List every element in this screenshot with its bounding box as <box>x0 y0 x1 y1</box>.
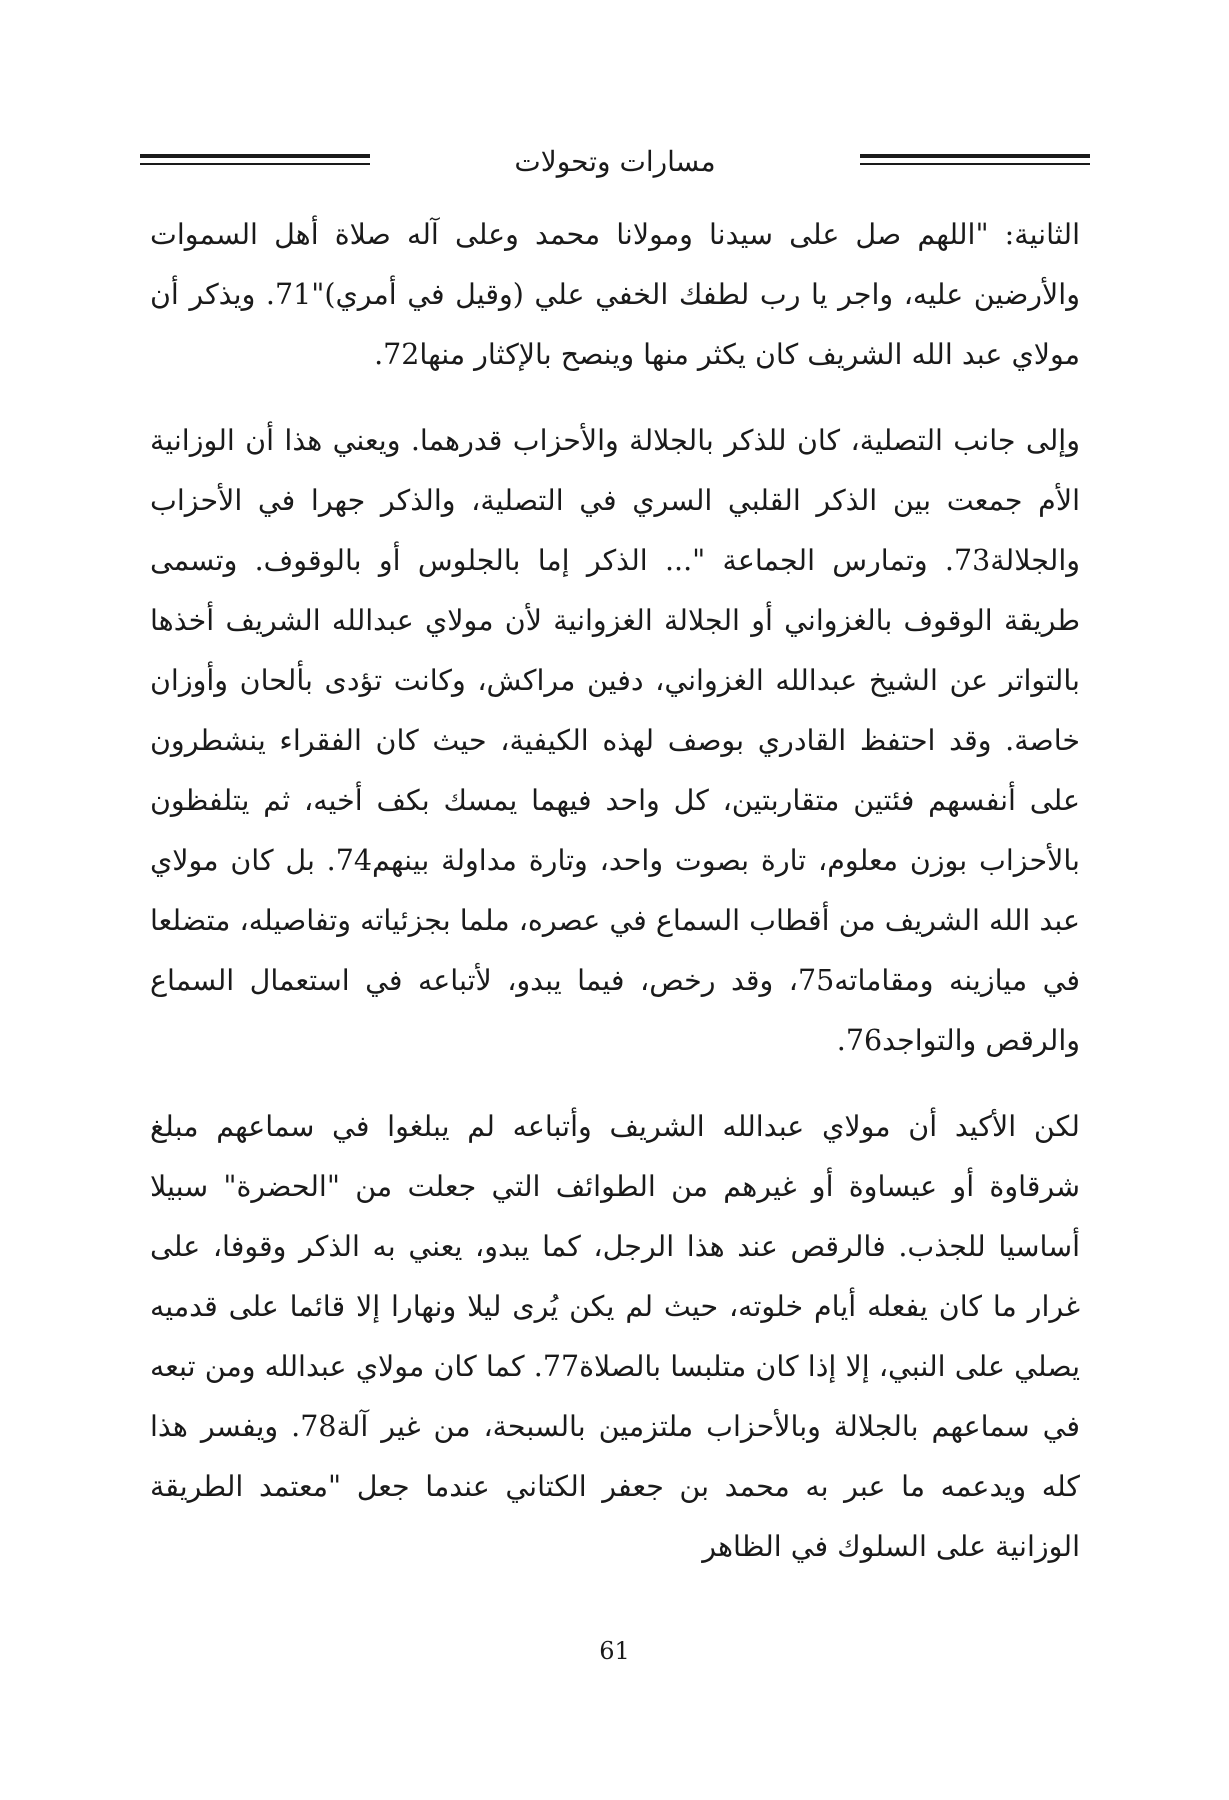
header-rule-left <box>140 154 370 168</box>
paragraph: وإلى جانب التصلية، كان للذكر بالجلالة والأحزاب قدرهما. ويعني هذا أن الوزانية الأم جمعت بين الذكر القلبي السري في التصلية، والذكر جهرا في الأحزاب والجلالة73. وتمارس الجماعة "... الذكر إما بالجلوس أو بالوقوف. وتسمى طريقة الوقوف بالغزواني أو الجلالة الغزوانية لأن مولاي عبدالله الشريف أخذها بالتواتر عن الشيخ عبدالله الغزواني، دفين مراكش، وكانت تؤدى بألحان وأوزان خاصة. وقد احتفظ القادري بوصف لهذه الكيفية، حيث كان الفقراء ينشطرون على أنفسهم فئتين متقاربتين، كل واحد فيهما يمسك بكف أخيه، ثم يتلفظون بالأحزاب بوزن معلوم، تارة بصوت واحد، وتارة مداولة بينهم74. بل كان مولاي عبد الله الشريف من أقطاب السماع في عصره، ملما بجزئياته وتفاصيله، متضلعا في ميازينه ومقاماته75، وقد رخص، فيما يبدو، لأتباعه في استعمال السماع والرقص والتواجد76. <box>150 424 1080 1057</box>
body-text <box>150 205 1080 1603</box>
page-number: 61 <box>599 1637 630 1665</box>
running-head: مسارات وتحولات <box>514 145 716 178</box>
paragraph: لكن الأكيد أن مولاي عبدالله الشريف وأتباعه لم يبلغوا في سماعهم مبلغ شرقاوة أو عيساوة أو غيرهم من الطوائف التي جعلت من "الحضرة" سبيلا أساسيا للجذب. فالرقص عند هذا الرجل، كما يبدو، يعني به الذكر وقوفا، على غرار ما كان يفعله أيام خلوته، حيث لم يكن يُرى ليلا ونهارا إلا قائما على قدميه يصلي على النبي، إلا إذا كان متلبسا بالصلاة77. كما كان مولاي عبدالله ومن تبعه في سماعهم بالجلالة وبالأحزاب ملتزمين بالسبحة، من غير آلة78. ويفسر هذا كله ويدعمه ما عبر به محمد بن جعفر الكتاني عندما جعل "معتمد الطريقة الوزانية على السلوك في الظاهر <box>150 1110 1081 1563</box>
paragraph: الثانية: "اللهم صل على سيدنا ومولانا محمد وعلى آله صلاة أهل السموات والأرضين عليه، واجر يا رب لطفك الخفي علي (وقيل في أمري)"71. ويذكر أن مولاي عبد الله الشريف كان يكثر منها وينصح بالإكثار منها72. <box>150 218 1080 371</box>
page-header <box>140 144 1090 184</box>
